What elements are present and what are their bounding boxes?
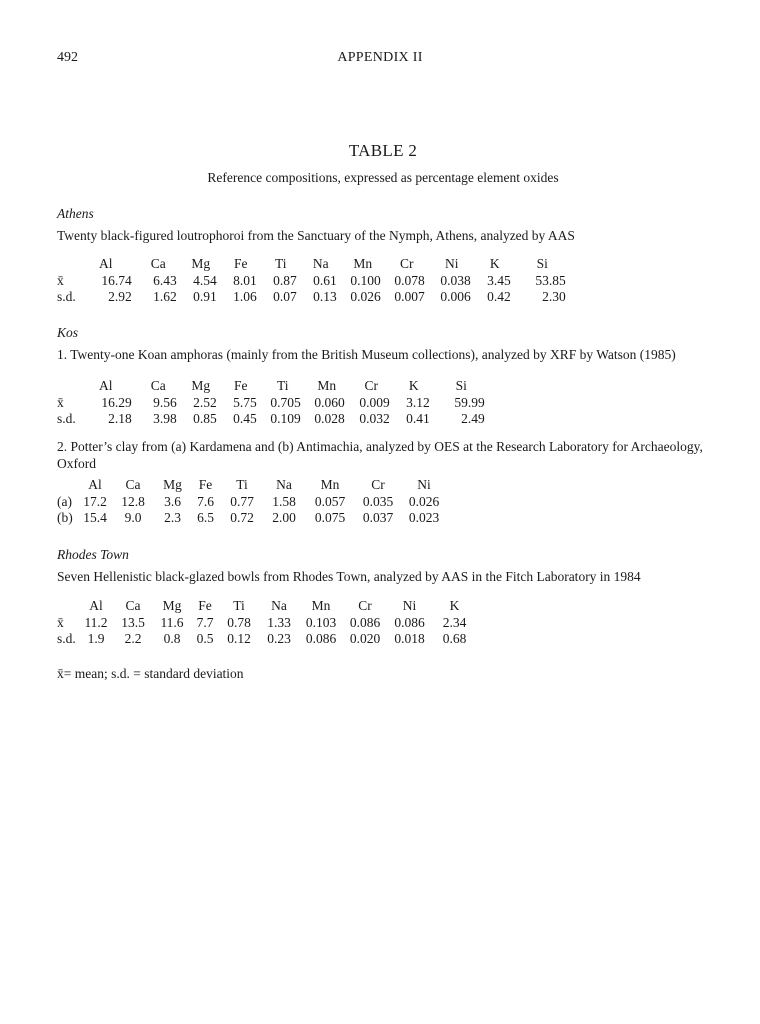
row-label: x̄ [57,614,64,630]
column-header: Ti [275,256,287,271]
table-cell: 2.92 [108,289,132,304]
column-header: Si [536,256,548,271]
table-cell: 16.74 [101,272,132,288]
column-header: Si [455,378,467,393]
section-heading-athens: Athens [57,206,94,221]
column-header: Fe [198,598,212,613]
table-cell: 2.34 [442,614,467,630]
table-cell: 0.41 [406,411,430,426]
table-header-row [57,598,477,615]
table-cell: 0.45 [233,411,257,426]
column-header: Fe [234,256,248,271]
table-cell: 2.2 [124,631,142,646]
table-row [57,494,447,511]
column-header: K [489,256,500,271]
page-number: 492 [57,50,78,65]
column-header [57,598,79,615]
row-label: x̄ [57,394,64,410]
row-label: x̄ [57,272,64,288]
running-head: APPENDIX II [337,50,423,65]
table-row [57,289,570,306]
table-cell: 0.77 [230,493,254,509]
kos-table-1 [57,378,489,428]
column-header: Fe [234,378,248,393]
footnote: x̄= mean; s.d. = standard deviation [57,666,244,681]
table-title: TABLE 2 [348,141,418,160]
table-cell: 1.06 [233,289,257,304]
column-header: Mn [311,598,331,613]
table-cell: 0.007 [394,289,425,304]
column-header: Na [312,256,329,271]
table-cell: 13.5 [121,614,145,630]
table-cell: 0.68 [442,631,467,646]
column-header: Fe [198,477,213,492]
table-row [57,273,570,290]
table-header-row [57,378,489,395]
column-header [57,477,79,494]
column-header: Al [89,598,103,613]
rhodes-description: Seven Hellenistic black-glazed bowls from Rhodes Town, analyzed by AAS in the Fitch Laboratory in 1984 [57,569,641,584]
table-cell: 16.29 [101,394,132,410]
column-header: Mg [191,378,211,393]
table-cell: 6.5 [197,510,214,525]
section-heading-rhodes: Rhodes Town [57,547,129,562]
table-cell: 0.100 [350,272,381,288]
table-cell: 0.035 [362,493,394,509]
column-header: Ni [445,256,459,271]
column-header [57,256,76,273]
row-label: (a) [57,493,72,509]
table-cell: 0.020 [349,631,381,646]
column-header: Ti [233,598,245,613]
table-cell: 0.705 [270,394,301,410]
table-cell: 1.33 [267,614,291,630]
table-cell: 2.3 [164,510,181,525]
column-header: Al [99,378,113,393]
column-header: Mn [320,477,340,492]
table-cell: 0.026 [408,493,440,509]
section-heading-kos: Kos [57,325,79,340]
table-cell: 7.6 [197,493,214,509]
column-header: Cr [358,598,372,613]
column-header: Mg [163,477,182,492]
table-header-row [57,477,447,494]
column-header: K [408,378,419,393]
table-cell: 2.18 [108,411,132,426]
table-cell: 0.87 [273,272,297,288]
table-cell: 0.038 [440,272,471,288]
row-label: s.d. [57,289,76,304]
table-cell: 0.086 [305,631,337,646]
column-header: Ca [125,598,141,613]
table-row [57,395,489,412]
column-header: Ca [150,256,166,271]
table-cell: 0.026 [350,289,381,304]
table-cell: 0.086 [394,614,425,630]
table-cell: 0.5 [196,631,214,646]
table-cell: 0.23 [267,631,291,646]
column-header: Mn [317,378,337,393]
table-row [57,631,477,648]
table-cell: 3.6 [164,493,181,509]
table-cell: 1.9 [87,631,105,646]
table-cell: 9.0 [124,510,142,525]
table-cell: 11.2 [84,614,108,630]
column-header: Ca [150,378,166,393]
table-cell: 0.61 [313,272,337,288]
athens-description: Twenty black-figured loutrophoroi from the Sanctuary of the Nymph, Athens, analyzed by AAS [57,228,575,243]
column-header: Na [271,598,287,613]
table-cell: 12.8 [121,493,145,509]
table-row [57,510,447,527]
column-header: Mg [162,598,182,613]
table-cell: 0.103 [305,614,337,630]
table-cell: 0.07 [273,289,297,304]
table-cell: 3.98 [153,411,177,426]
table-cell: 0.91 [193,289,217,304]
table-cell: 0.109 [270,411,301,426]
table-cell: 17.2 [83,493,107,509]
row-label: (b) [57,510,73,525]
table-subtitle: Reference compositions, expressed as percentage element oxides [207,170,559,185]
table-cell: 0.075 [314,510,346,525]
table-cell: 3.45 [487,272,511,288]
table-cell: 3.12 [406,394,430,410]
table-cell: 0.13 [313,289,337,304]
column-header: Mn [353,256,373,271]
table-cell: 0.086 [349,614,381,630]
table-cell: 0.060 [314,394,345,410]
column-header: Cr [371,477,385,492]
column-header: Na [276,477,292,492]
table-cell: 11.6 [160,614,184,630]
table-cell: 0.037 [362,510,394,525]
column-header: K [449,598,460,613]
column-header: Ca [125,477,141,492]
table-cell: 2.30 [542,289,566,304]
column-header: Al [88,477,102,492]
table-cell: 0.12 [227,631,251,646]
table-cell: 9.56 [153,394,177,410]
table-cell: 0.009 [359,394,390,410]
column-header: Al [99,256,113,271]
table-cell: 2.49 [461,411,485,426]
column-header: Cr [364,378,379,393]
table-cell: 0.032 [359,411,390,426]
rhodes-table [57,598,477,648]
kos-table-2 [57,477,447,527]
table-cell: 1.62 [153,289,177,304]
column-header: Cr [400,256,414,271]
table-cell: 59.99 [454,394,485,410]
table-header-row [57,256,570,273]
table-cell: 2.52 [193,394,217,410]
column-header: Ni [402,598,417,613]
table-cell: 53.85 [535,272,566,288]
table-cell: 7.7 [196,614,214,630]
table-cell: 0.006 [440,289,471,304]
table-cell: 0.023 [408,510,440,525]
column-header: Ti [277,378,289,393]
column-header [57,378,76,395]
column-header: Ti [236,477,248,492]
table-row [57,411,489,428]
table-cell: 0.72 [230,510,254,525]
kos-item-1: 1. Twenty-one Koan amphoras (mainly from the British Museum collections), analyzed by XRF by Watson (1985) [57,347,676,362]
kos-item-2-line-2: Oxford [57,456,96,471]
row-label: s.d. [57,411,76,426]
table-cell: 1.58 [272,493,296,509]
table-cell: 0.78 [227,614,251,630]
table-cell: 2.00 [272,510,296,525]
table-cell: 0.85 [193,411,217,426]
table-cell: 8.01 [233,272,257,288]
table-cell: 0.018 [394,631,425,646]
table-cell: 0.057 [314,493,346,509]
table-cell: 15.4 [83,510,107,525]
table-cell: 0.028 [314,411,345,426]
table-cell: 6.43 [153,272,177,288]
column-header: Ni [417,477,431,492]
table-cell: 0.078 [394,272,425,288]
athens-table [57,256,570,306]
table-row [57,615,477,632]
table-cell: 5.75 [233,394,257,410]
kos-item-2-line-1: 2. Potter’s clay from (a) Kardamena and (b) Antimachia, analyzed by OES at the Research Laboratory for Archaeology, [57,439,703,454]
table-cell: 0.8 [163,631,181,646]
table-cell: 4.54 [193,272,217,288]
table-cell: 0.42 [487,289,511,304]
row-label: s.d. [57,631,76,646]
column-header: Mg [191,256,211,271]
